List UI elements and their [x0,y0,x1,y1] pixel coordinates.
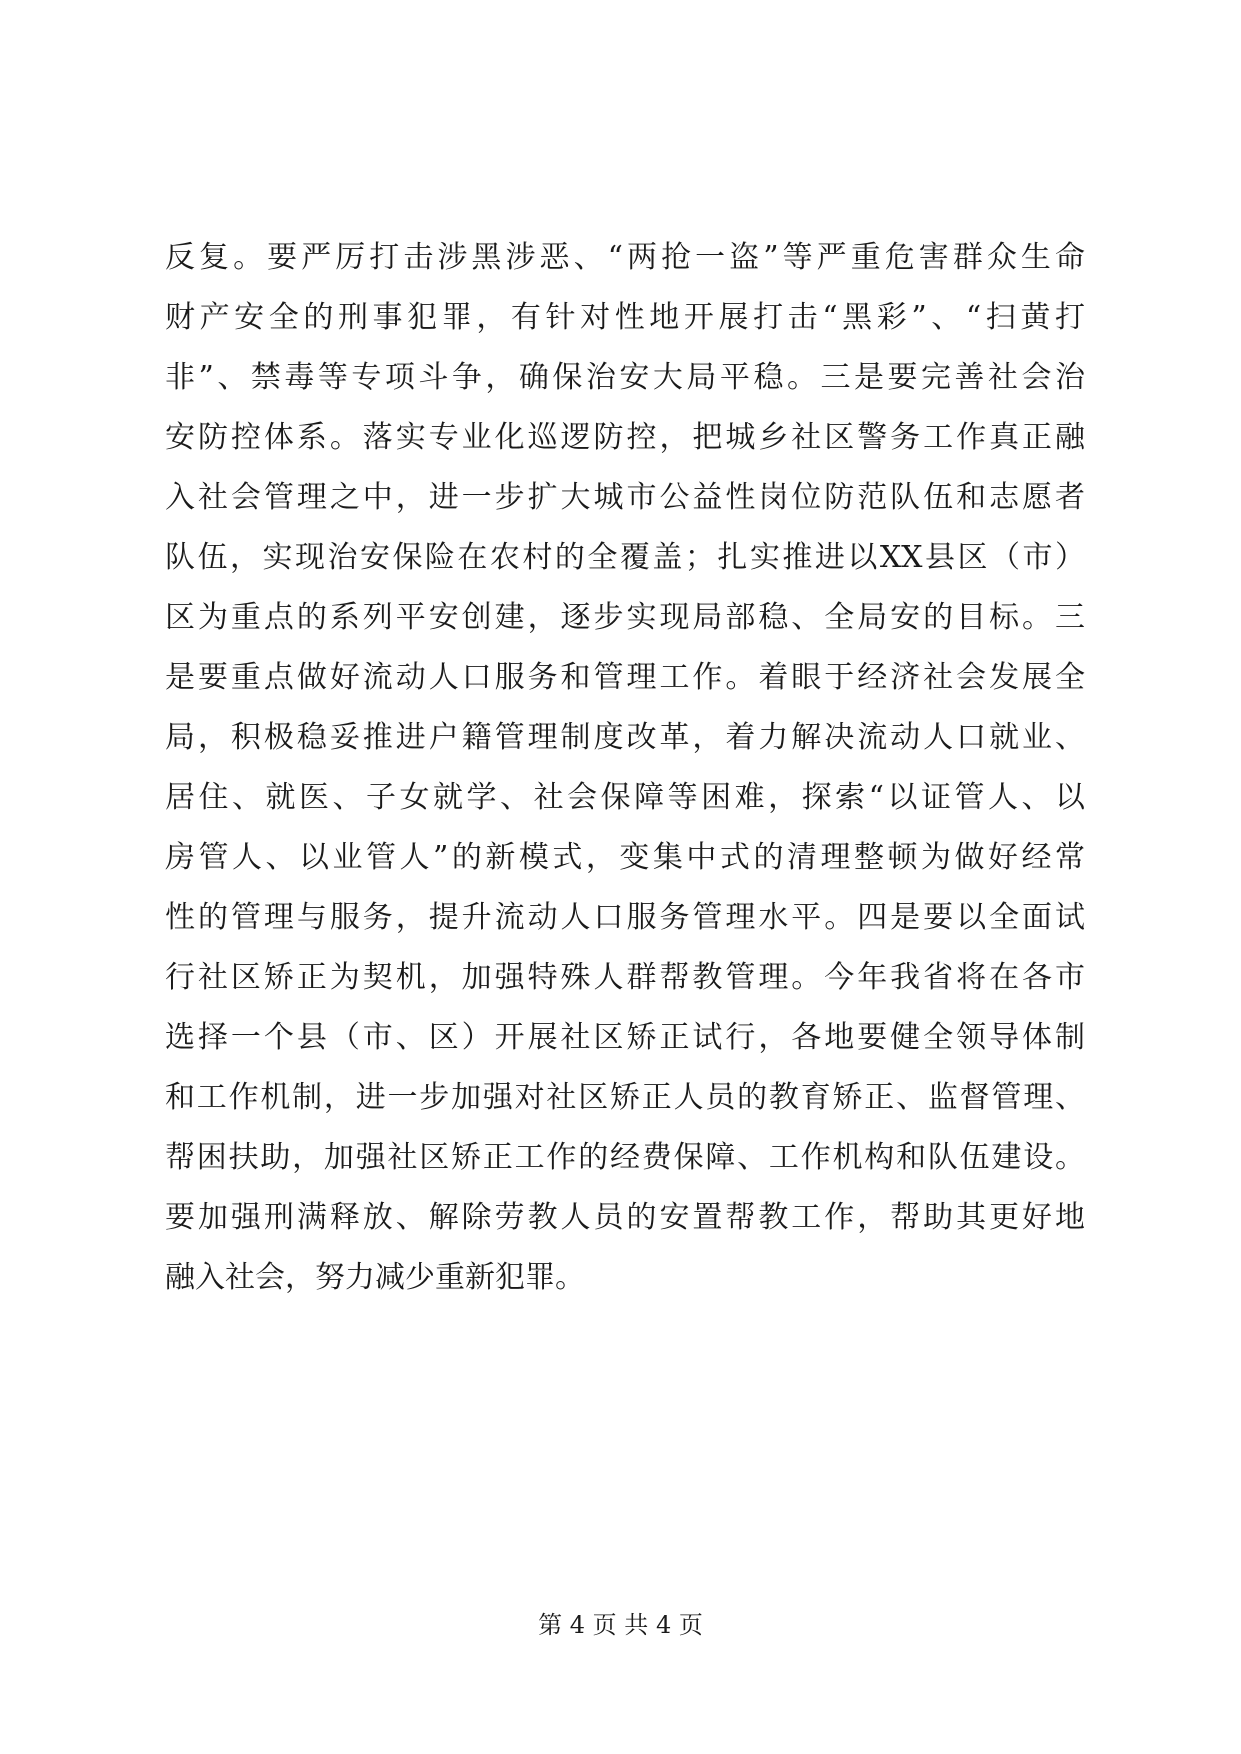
body-text [165,228,1085,1308]
text-line: 区为重点的系列平安创建，逐步实现局部稳、全局安的目标。三 [165,600,1085,635]
page-number: 第 4 页 共 4 页 [538,1611,703,1639]
text-line: 房管人、以业管人”的新模式，变集中式的清理整顿为做好经常 [165,840,1085,875]
text-line: 局，积极稳妥推进户籍管理制度改革，着力解决流动人口就业、 [165,720,1085,755]
text-line: 和工作机制，进一步加强对社区矫正人员的教育矫正、监督管理、 [165,1080,1085,1115]
page-footer [0,1610,1241,1640]
text-line: 帮困扶助，加强社区矫正工作的经费保障、工作机构和队伍建设。 [165,1140,1085,1175]
text-line: 反复。要严厉打击涉黑涉恶、“两抢一盗”等严重危害群众生命 [165,240,1085,275]
text-line: 入社会管理之中，进一步扩大城市公益性岗位防范队伍和志愿者 [165,480,1085,515]
text-line: 融入社会，努力减少重新犯罪。 [165,1260,585,1295]
text-line: 财产安全的刑事犯罪，有针对性地开展打击“黑彩”、“扫黄打 [165,300,1085,335]
text-line: 行社区矫正为契机，加强特殊人群帮教管理。今年我省将在各市 [165,960,1085,995]
text-line: 非”、禁毒等专项斗争，确保治安大局平稳。三是要完善社会治 [165,360,1085,395]
text-line: 性的管理与服务，提升流动人口服务管理水平。四是要以全面试 [165,900,1085,935]
text-line: 安防控体系。落实专业化巡逻防控，把城乡社区警务工作真正融 [165,420,1085,455]
text-line: 是要重点做好流动人口服务和管理工作。着眼于经济社会发展全 [165,660,1085,695]
text-line: 选择一个县（市、区）开展社区矫正试行，各地要健全领导体制 [165,1020,1085,1055]
text-line: 要加强刑满释放、解除劳教人员的安置帮教工作，帮助其更好地 [165,1200,1085,1235]
text-line: 居住、就医、子女就学、社会保障等困难，探索“以证管人、以 [165,780,1085,815]
text-line: 队伍，实现治安保险在农村的全覆盖；扎实推进以XX县区（市） [165,540,1085,575]
